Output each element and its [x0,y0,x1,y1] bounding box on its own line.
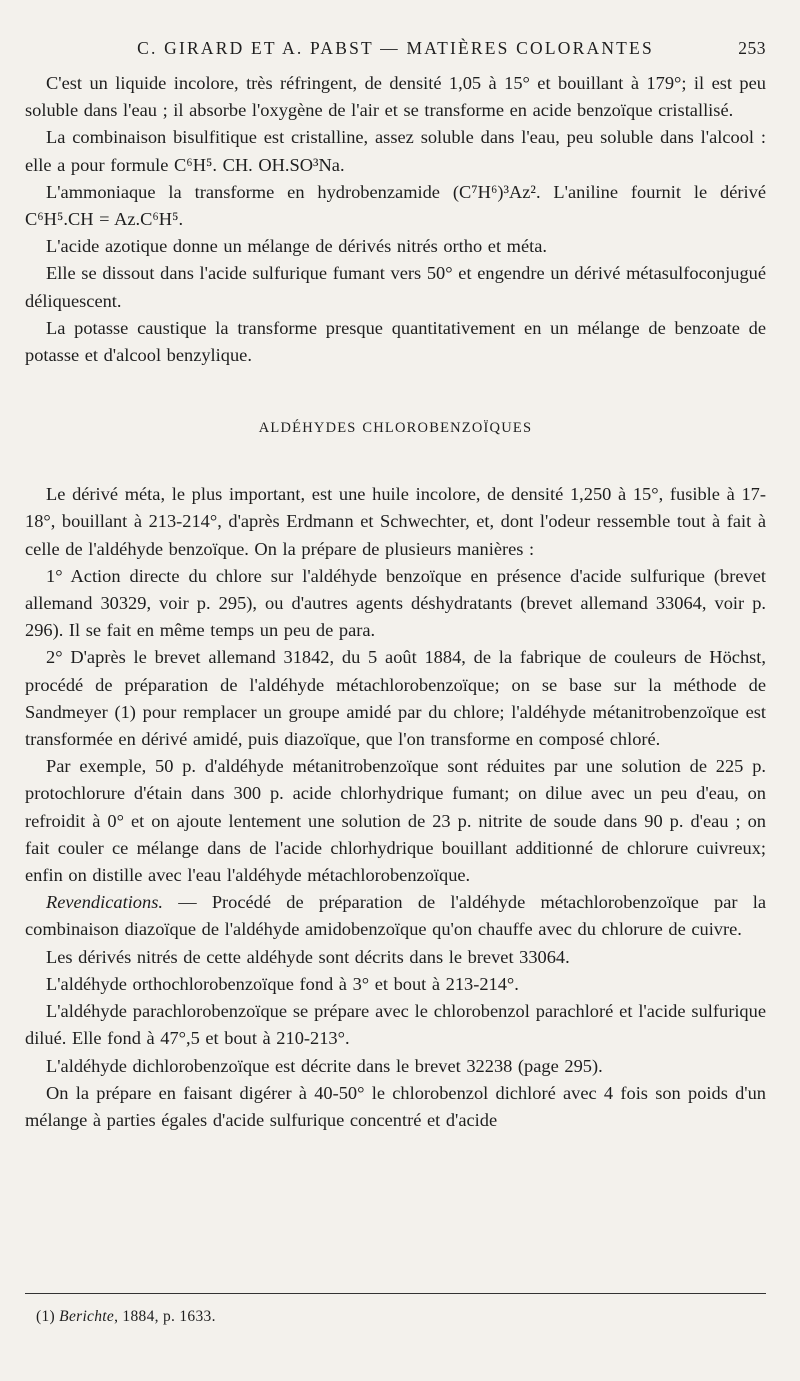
paragraph-para: L'aldéhyde parachlorobenzoïque se prépare avec le chlorobenzol parachloré et l'acide sulfurique dilué. Elle fond à 47°,5 et bout à 210-213°. [25,1001,766,1049]
footnote [36,1308,216,1326]
running-head-title: C. GIRARD ET A. PABST — MATIÈRES COLORANTES [137,38,654,58]
paragraph-potash: La potasse caustique la transforme presque quantitativement en un mélange de benzoate de potasse et d'alcool benzylique. [25,317,766,366]
paragraph-method-1: 1° Action directe du chlore sur l'aldéhyde benzoïque en présence d'acide sulfurique (brevet allemand 30329, voir p. 295), ou d'autres agents déshydratants (brevet allemand 33064, voir p. 296). Il se fait en même temps un peu de para. [25,565,766,641]
paragraph-meta-derivative: Le dérivé méta, le plus important, est une huile incolore, de densité 1,250 à 15°, fusible à 17-18°, bouillant à 213-214°, d'après Erdmann et Schwechter, et, dont l'odeur ressemble tout à fait à celle de l'aldéhyde benzoïque. On la prépare de plusieurs manières : [25,484,766,559]
section-heading: ALDÉHYDES CHLOROBENZOÏQUES [258,420,533,437]
page-number: 253 [738,38,766,58]
revendications-label: Revendications. [46,892,163,913]
paragraph-nitro-derivatives: Les dérivés nitrés de cette aldéhyde sont décrits dans le brevet 33064. [46,946,570,967]
paragraph-preparation: On la prépare en faisant digérer à 40-50° le chlorobenzol dichloré avec 4 fois son poids d'un mélange à parties égales d'acide sulfurique concentré et d'acide [25,1082,766,1130]
footnote-rule [25,1293,766,1294]
body-text [25,70,766,1134]
paragraph-example: Par exemple, 50 p. d'aldéhyde métanitrobenzoïque sont réduites par une solution de 225 p. protochlorure d'étain dans 300 p. acide chlorhydrique fumant; on dilue avec un peu d'eau, on refroidit à 0° et on ajoute lentement une solution de 23 p. nitrite de soude dans 90 p. d'eau ; on fait couler ce mélange dans de l'acide chlorhydrique bouillant additionné de chlorure cuivreux; enfin on distille avec l'eau l'aldéhyde métachlorobenzoïque. [25,756,766,886]
revendications-text: — Procédé de préparation de l'aldéhyde métachlorobenzoïque par la combinaison diazoïque de l'aldéhyde amidobenzoïque qu'on chauffe avec du chlorure de cuivre. [25,892,766,940]
paragraph-ammonia: L'ammoniaque la transforme en hydrobenzamide (C⁷H⁶)³Az². L'aniline fournit le dérivé C⁶H⁵.CH = Az.C⁶H⁵. [25,181,766,230]
paragraph-nitric-acid: L'acide azotique donne un mélange de dérivés nitrés ortho et méta. [46,236,547,257]
paragraph-bisulfite: La combinaison bisulfitique est cristalline, assez soluble dans l'eau, peu soluble dans l'alcool : elle a pour formule C⁶H⁵. CH. OH.SO³Na. [25,127,766,175]
paragraph-properties: C'est un liquide incolore, très réfringent, de densité 1,05 à 15° et bouillant à 179°; il est peu soluble dans l'eau ; il absorbe l'oxygène de l'air et se transforme en acide benzoïque cristallisé. [25,73,766,121]
footnote-source: Berichte [59,1308,115,1325]
footnote-number: (1) [36,1308,55,1325]
paragraph-sulfuric-acid: Elle se dissout dans l'acide sulfurique fumant vers 50° et engendre un dérivé métasulfoconjugué déliquescent. [25,263,766,311]
footnote-details: , 1884, p. 1633. [114,1308,216,1325]
paragraph-dichloro: L'aldéhyde dichlorobenzoïque est décrite dans le brevet 32238 (page 295). [46,1055,603,1076]
paragraph-revendications [25,889,766,943]
paragraph-ortho: L'aldéhyde orthochlorobenzoïque fond à 3° et bout à 213-214°. [46,973,519,994]
running-head [25,38,766,68]
paragraph-method-2: 2° D'après le brevet allemand 31842, du 5 août 1884, de la fabrique de couleurs de Höchst, procédé de préparation de l'aldéhyde métachlorobenzoïque; on se base sur la méthode de Sandmeyer (1) pour remplacer un groupe amidé par du chlore; l'aldéhyde métanitrobenzoïque est transformée en dérivé amidé, puis diazoïque, que l'on transforme en composé chloré. [25,647,766,750]
